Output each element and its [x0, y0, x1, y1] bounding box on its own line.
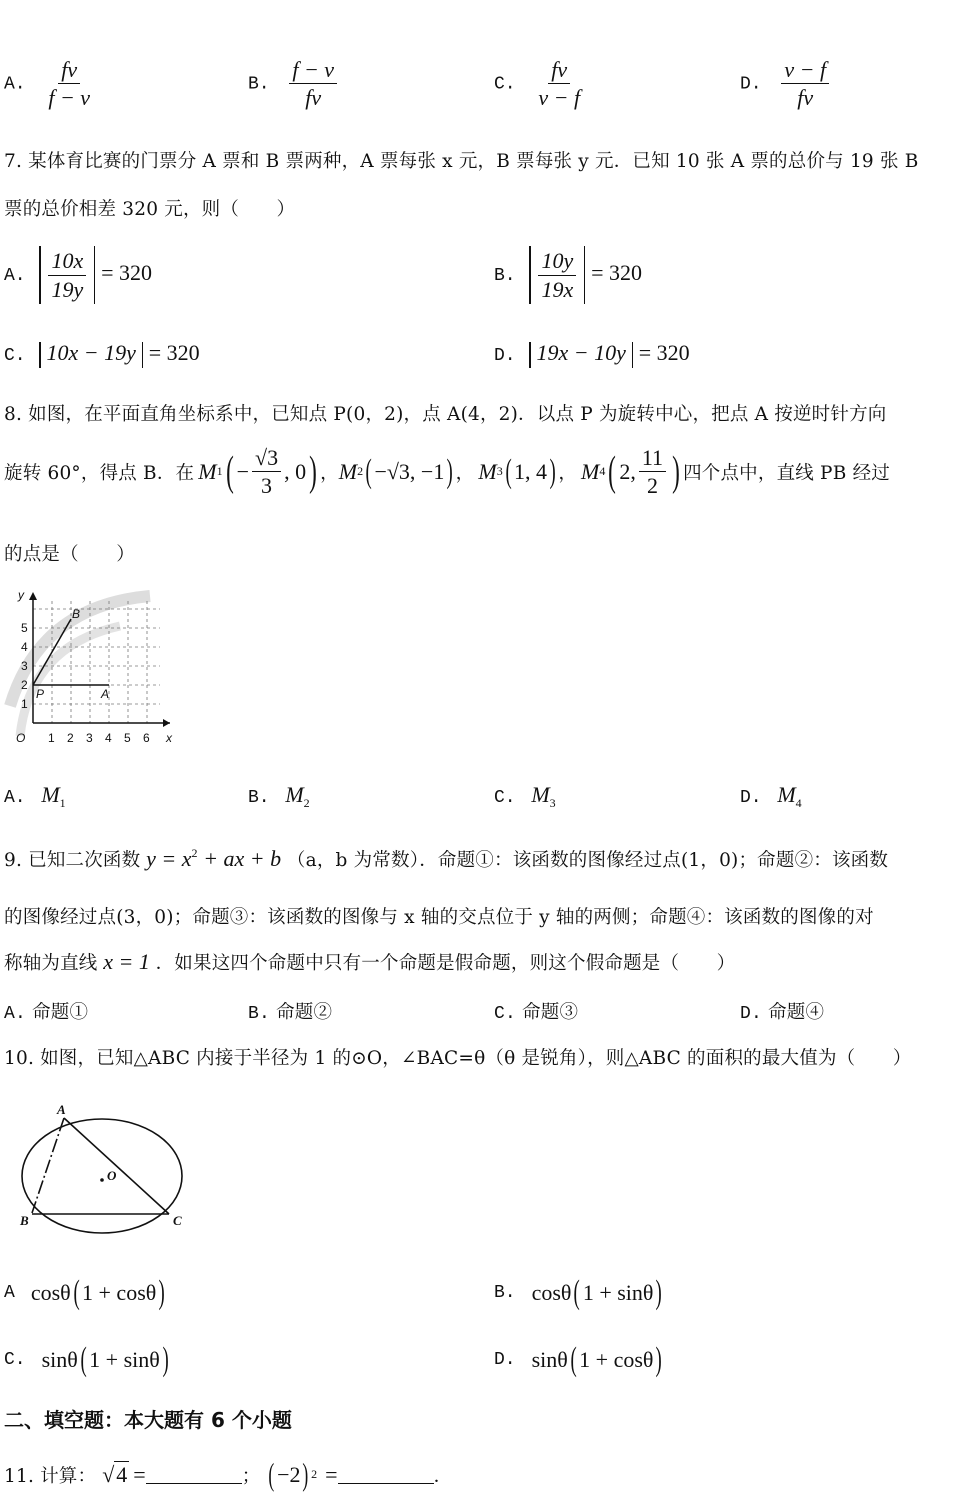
abs-bar	[529, 246, 530, 304]
superscript: 2	[191, 846, 198, 860]
separator: ；	[241, 1465, 261, 1487]
option-value: M	[531, 782, 550, 807]
abs-bar	[529, 342, 530, 368]
option-label: A.	[4, 74, 26, 95]
option-label: C.	[4, 346, 26, 366]
stem-text: 旋转 60°，得点 B．在	[4, 462, 195, 484]
q8-option-a	[4, 782, 66, 811]
y-tick: 2	[21, 678, 28, 692]
subscript: 2	[357, 464, 364, 479]
option-label: A.	[4, 788, 26, 808]
option-label: D.	[494, 1350, 516, 1370]
x-tick: 1	[48, 731, 55, 745]
answer-blank-1[interactable]	[146, 1465, 242, 1484]
option-label: B.	[248, 1004, 271, 1024]
option-label: B.	[494, 1283, 516, 1303]
denominator: fv	[305, 85, 322, 111]
option-label: D.	[740, 1004, 763, 1024]
option-label: C.	[494, 1004, 517, 1024]
denominator: f − v	[48, 85, 91, 111]
q8-option-c	[494, 782, 556, 811]
rhs: = 320	[101, 260, 153, 285]
stem-text: （a，b 为常数）．命题①：该函数的图像经过点(1，0)；命题②：该函数	[286, 850, 889, 871]
numerator: f − v	[289, 58, 337, 84]
rhs: = 320	[638, 340, 690, 365]
q9-stem-line2: 的图像经过点(3，0)；命题③：该函数的图像与 x 轴的交点位于 y 轴的两侧；命题④：该函数的图像的对	[4, 907, 874, 928]
subscript: 3	[549, 796, 556, 810]
q8-stem-line3: 的点是（ ）	[4, 544, 135, 565]
subscript: 1	[59, 796, 66, 810]
coordinate: 1, 4	[514, 458, 548, 484]
expression: 10x − 19y	[46, 340, 136, 365]
option-label: C.	[4, 1350, 26, 1370]
option-value: 命题④	[768, 1002, 825, 1023]
option-label: B.	[248, 74, 270, 95]
option-value: M	[285, 782, 304, 807]
y-tick: 4	[21, 640, 28, 654]
rhs: = 320	[591, 260, 643, 285]
subscript: 3	[496, 464, 503, 479]
point-m3: M	[478, 458, 497, 484]
point-m1: M	[198, 458, 217, 484]
y-tick: 3	[21, 659, 28, 673]
end-punctuation: ．	[433, 1465, 453, 1487]
q9-option-c	[494, 998, 578, 1024]
q10-option-b: B. cosθ ( 1 + sinθ )	[494, 1274, 663, 1311]
vertex-c-label: C	[173, 1213, 182, 1228]
q7-option-d	[494, 340, 690, 368]
point-b-label: B	[72, 607, 81, 621]
stem-text: ．如果这四个命题中只有一个命题是假命题，则这个假命题是（ ）	[155, 953, 736, 974]
option-value: sinθ	[41, 1347, 78, 1372]
option-value: 命题③	[522, 1002, 579, 1023]
option-label: D.	[740, 74, 762, 95]
stem-text: 称轴为直线	[4, 953, 98, 974]
q8-option-d	[740, 782, 802, 811]
q10-option-c: C. sinθ ( 1 + sinθ )	[4, 1341, 169, 1378]
option-value: cosθ	[531, 1280, 572, 1305]
option-label: B.	[494, 266, 516, 286]
q9-option-d	[740, 998, 824, 1024]
option-value: 1 + sinθ	[89, 1347, 160, 1372]
origin-label: O	[16, 731, 26, 745]
vertex-a-label: A	[57, 1102, 66, 1117]
numerator: 11	[639, 446, 666, 472]
rhs: = 320	[148, 340, 200, 365]
q9-option-a	[4, 998, 88, 1024]
denominator: 2	[646, 473, 658, 499]
equals-sign: =	[133, 1461, 146, 1487]
x-tick: 4	[105, 731, 112, 745]
equals-sign: =	[325, 1461, 338, 1487]
option-label: D.	[494, 346, 516, 366]
expression: 19x − 10y	[536, 340, 626, 365]
option-label: A	[4, 1283, 15, 1303]
q6-option-c	[494, 58, 586, 109]
option-value: 1 + cosθ	[82, 1280, 157, 1305]
denominator: 19x	[541, 276, 574, 302]
x-tick: 2	[67, 731, 74, 745]
option-value: cosθ	[30, 1280, 71, 1305]
power-exponent: 2	[311, 1467, 318, 1481]
function-expression: + ax + b	[203, 846, 282, 871]
y-axis-label: y	[18, 588, 24, 602]
denominator: v − f	[538, 85, 581, 111]
q10-option-a: A cosθ ( 1 + cosθ )	[4, 1274, 166, 1311]
stem-text: 四个点中，直线 PB 经过	[683, 462, 890, 484]
subscript: 1	[216, 464, 223, 479]
x-tick: 3	[86, 731, 93, 745]
denominator: 19y	[51, 276, 84, 302]
q6-option-a	[4, 58, 96, 109]
q6-option-d	[740, 58, 832, 109]
numerator: 10y	[538, 249, 576, 275]
vertex-b-label: B	[20, 1213, 29, 1228]
q10-circle-figure	[14, 1098, 192, 1234]
stem-text: 9. 已知二次函数	[4, 850, 141, 871]
q6-option-b	[248, 58, 340, 109]
center-o-label: O	[107, 1168, 117, 1183]
q8-stem-line2: 旋转 60°，得点 B．在 M 1 ( − $\frac{√3}{3}$ , 0 ) ， M 2 ( −√3, −1 ) ， M 3 ( 1, 4 ) ， M 4 ( 2, $\frac{11}{2}$ ) 四个点中，直线 PB 经过	[4, 445, 890, 499]
subscript: 2	[303, 796, 310, 810]
q8-coordinate-graph	[0, 586, 180, 752]
denominator: 3	[261, 473, 273, 499]
q9-stem-line1	[4, 846, 888, 872]
coordinate: 2,	[619, 458, 636, 484]
power-base: −2	[277, 1461, 301, 1487]
numerator: 10x	[48, 249, 86, 275]
option-value: sinθ	[531, 1347, 568, 1372]
coordinate: , 0	[284, 458, 307, 484]
option-value: 1 + sinθ	[582, 1280, 654, 1305]
x-tick: 5	[124, 731, 131, 745]
option-value: M	[41, 782, 60, 807]
q9-option-b	[248, 998, 332, 1024]
q7-option-a	[4, 246, 152, 304]
q10-stem: 10. 如图，已知△ABC 内接于半径为 1 的⊙O，∠BAC=θ（θ 是锐角），则△ABC 的面积的最大值为（ ）	[4, 1048, 912, 1069]
q10-option-d: D. sinθ ( 1 + cosθ )	[494, 1341, 663, 1378]
point-a-label: A	[101, 687, 110, 701]
q9-stem-line3	[4, 949, 735, 975]
numerator: v − f	[781, 58, 829, 84]
numerator: √3	[252, 446, 281, 472]
option-value: 1 + cosθ	[579, 1347, 654, 1372]
coordinate: −√3, −1	[374, 458, 445, 484]
y-tick: 1	[21, 697, 28, 711]
sqrt-radicand: 4	[116, 1462, 128, 1487]
subscript: 4	[599, 464, 606, 479]
q8-stem-line1: 8. 如图，在平面直角坐标系中，已知点 P(0，2)，点 A(4，2)．以点 P 为旋转中心，把点 A 按逆时针方向	[4, 404, 887, 425]
option-value: 命题①	[32, 1002, 89, 1023]
option-value: 命题②	[276, 1002, 333, 1023]
option-label: B.	[248, 788, 270, 808]
x-tick: 6	[143, 731, 150, 745]
point-m2: M	[338, 458, 358, 484]
q8-option-b	[248, 782, 310, 811]
option-label: A.	[4, 266, 26, 286]
numerator: fv	[58, 58, 80, 84]
y-tick: 5	[21, 621, 28, 635]
answer-blank-2[interactable]	[338, 1465, 434, 1484]
option-label: A.	[4, 1004, 27, 1024]
stem-text: 11. 计算：	[4, 1465, 97, 1487]
q7-stem-line1: 7. 某体育比赛的门票分 A 票和 B 票两种，A 票每张 x 元，B 票每张 y 元．已知 10 张 A 票的总价与 19 张 B	[4, 151, 919, 172]
option-label: C.	[494, 74, 516, 95]
abs-bar	[632, 342, 633, 368]
q7-option-b	[494, 246, 642, 304]
q7-option-c	[4, 340, 200, 368]
option-label: C.	[494, 788, 516, 808]
option-value: M	[777, 782, 796, 807]
abs-bar	[39, 342, 40, 368]
function-expression: y = x	[146, 846, 192, 871]
subscript: 4	[795, 796, 802, 810]
option-label: D.	[740, 788, 762, 808]
abs-bar	[39, 246, 40, 304]
point-p-label: P	[36, 687, 45, 701]
abs-bar	[584, 246, 585, 304]
abs-bar	[142, 342, 143, 368]
section-heading: 二、填空题：本大题有 6 个小题	[4, 1408, 292, 1432]
numerator: fv	[548, 58, 570, 84]
abs-bar	[94, 246, 95, 304]
q7-stem-line2: 票的总价相差 320 元，则（ ）	[4, 199, 296, 220]
equation: x = 1	[103, 949, 150, 974]
q11-stem: 11. 计算： √ 4 = ； ( −2 ) 2 = ．	[4, 1456, 453, 1492]
point-m4: M	[581, 458, 600, 484]
x-axis-label: x	[166, 731, 172, 745]
denominator: fv	[797, 85, 814, 111]
